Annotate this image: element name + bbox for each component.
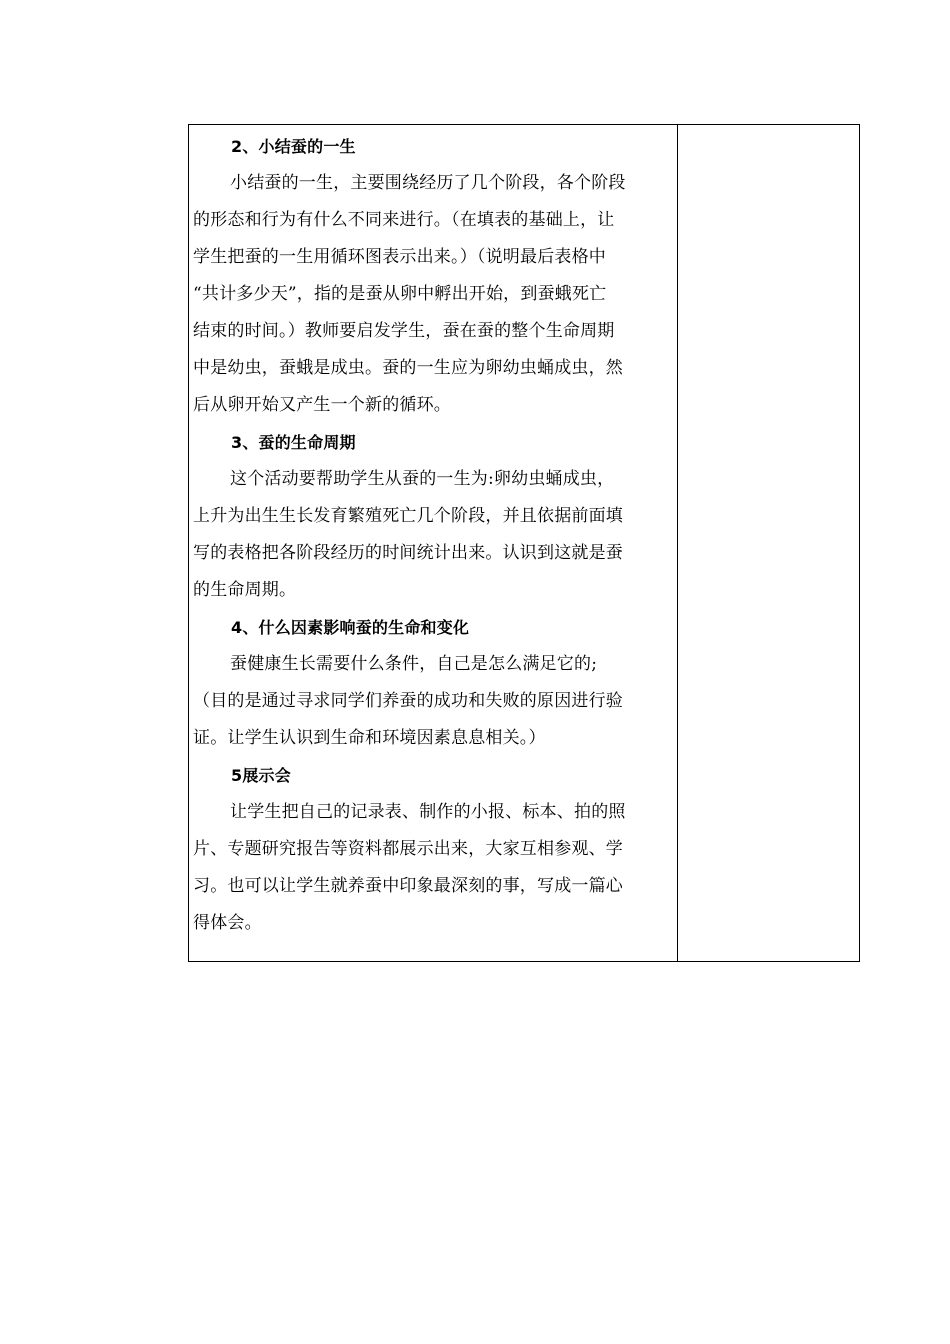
paragraph-line: 结束的时间。）教师要启发学生，蚕在蚕的整个生命周期 bbox=[193, 321, 615, 341]
section-heading: 5展示会 bbox=[231, 766, 291, 785]
paragraph-line: （目的是通过寻求同学们养蚕的成功和失败的原因进行验 bbox=[193, 691, 623, 711]
paragraph-line: 小结蚕的一生，主要围绕经历了几个阶段，各个阶段 bbox=[230, 173, 626, 193]
paragraph-line: 中是幼虫，蚕蛾是成虫。蚕的一生应为卵幼虫蛹成虫，然 bbox=[193, 358, 623, 378]
column-divider bbox=[677, 125, 678, 961]
section-heading: 2、小结蚕的一生 bbox=[231, 137, 356, 156]
paragraph-line: 习。也可以让学生就养蚕中印象最深刻的事，写成一篇心 bbox=[193, 876, 623, 896]
paragraph-line: 证。让学生认识到生命和环境因素息息相关。） bbox=[193, 728, 546, 748]
paragraph-line: 的生命周期。 bbox=[193, 580, 297, 600]
paragraph-line: 写的表格把各阶段经历的时间统计出来。认识到这就是蚕 bbox=[193, 543, 623, 563]
paragraph-line: “共计多少天”，指的是蚕从卵中孵出开始，到蚕蛾死亡 bbox=[193, 284, 607, 304]
paragraph-line: 的形态和行为有什么不同来进行。（在填表的基础上，让 bbox=[193, 210, 615, 230]
notes-cell bbox=[679, 125, 859, 961]
paragraph-line: 片、专题研究报告等资料都展示出来，大家互相参观、学 bbox=[193, 839, 623, 859]
section-heading: 3、蚕的生命周期 bbox=[231, 433, 356, 452]
paragraph-line: 后从卵开始又产生一个新的循环。 bbox=[193, 395, 451, 415]
paragraph-line: 得体会。 bbox=[193, 913, 262, 933]
section-heading: 4、什么因素影响蚕的生命和变化 bbox=[231, 618, 470, 637]
paragraph-line: 学生把蚕的一生用循环图表示出来。）（说明最后表格中 bbox=[193, 247, 606, 267]
paragraph-line: 上升为出生生长发育繁殖死亡几个阶段，并且依据前面填 bbox=[193, 506, 623, 526]
content-cell bbox=[193, 128, 675, 942]
paragraph-line: 让学生把自己的记录表、制作的小报、标本、拍的照 bbox=[230, 802, 626, 822]
lesson-table bbox=[188, 124, 860, 962]
paragraph-line: 这个活动要帮助学生从蚕的一生为:卵幼虫蛹成虫， bbox=[230, 469, 615, 489]
paragraph-line: 蚕健康生长需要什么条件，自己是怎么满足它的; bbox=[230, 654, 598, 674]
